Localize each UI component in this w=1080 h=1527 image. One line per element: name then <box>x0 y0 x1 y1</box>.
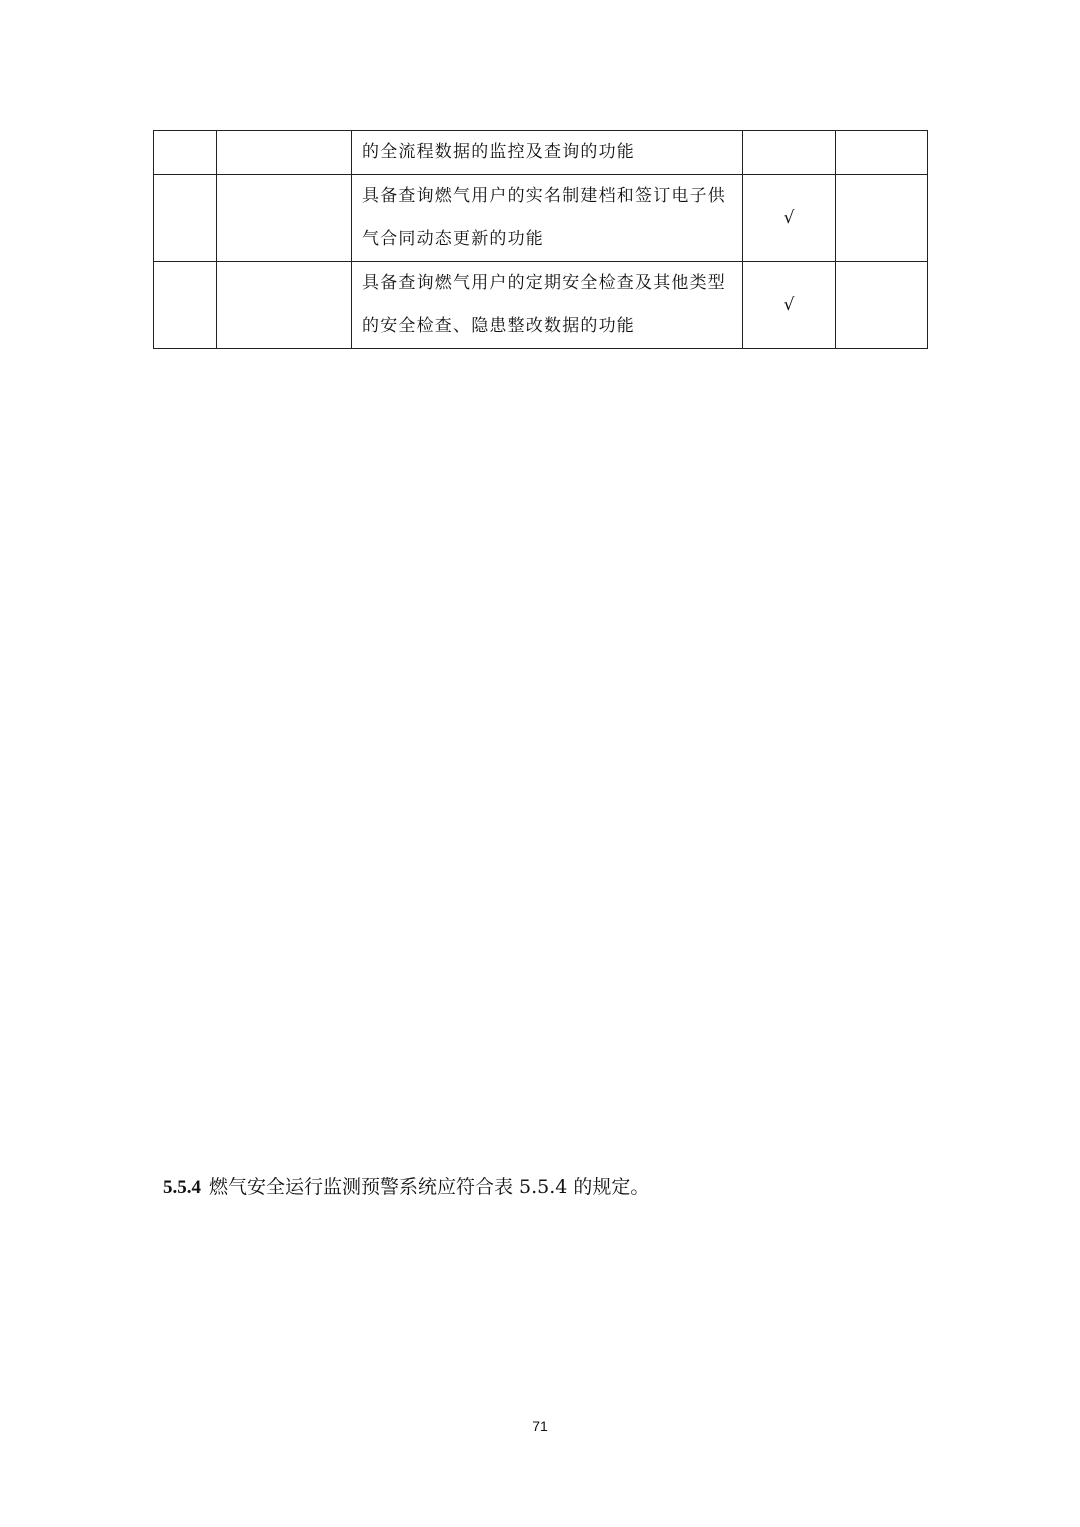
clause-number: 5.5.4 <box>163 1177 201 1198</box>
table-row <box>154 175 928 262</box>
function-table-continued <box>153 130 928 349</box>
mandatory-mark <box>743 131 836 175</box>
component-cell <box>217 175 352 262</box>
requirement-cell: 的全流程数据的监控及查询的功能 <box>352 131 743 175</box>
component-cell <box>217 131 352 175</box>
mandatory-mark: √ <box>743 262 836 349</box>
clause-paragraph <box>163 1172 649 1199</box>
optional-mark <box>836 131 928 175</box>
table-row <box>154 131 928 175</box>
requirement-cell: 具备查询燃气用户的定期安全检查及其他类型的安全检查、隐患整改数据的功能 <box>352 262 743 349</box>
table-row <box>154 262 928 349</box>
seq-cell <box>154 175 217 262</box>
clause-text: 燃气安全运行监测预警系统应符合表 5.5.4 的规定。 <box>209 1176 650 1198</box>
requirement-cell: 具备查询燃气用户的实名制建档和签订电子供气合同动态更新的功能 <box>352 175 743 262</box>
seq-cell <box>154 131 217 175</box>
mandatory-mark: √ <box>743 175 836 262</box>
optional-mark <box>836 262 928 349</box>
component-cell <box>217 262 352 349</box>
page-number: 71 <box>532 1418 548 1434</box>
seq-cell <box>154 262 217 349</box>
optional-mark <box>836 175 928 262</box>
